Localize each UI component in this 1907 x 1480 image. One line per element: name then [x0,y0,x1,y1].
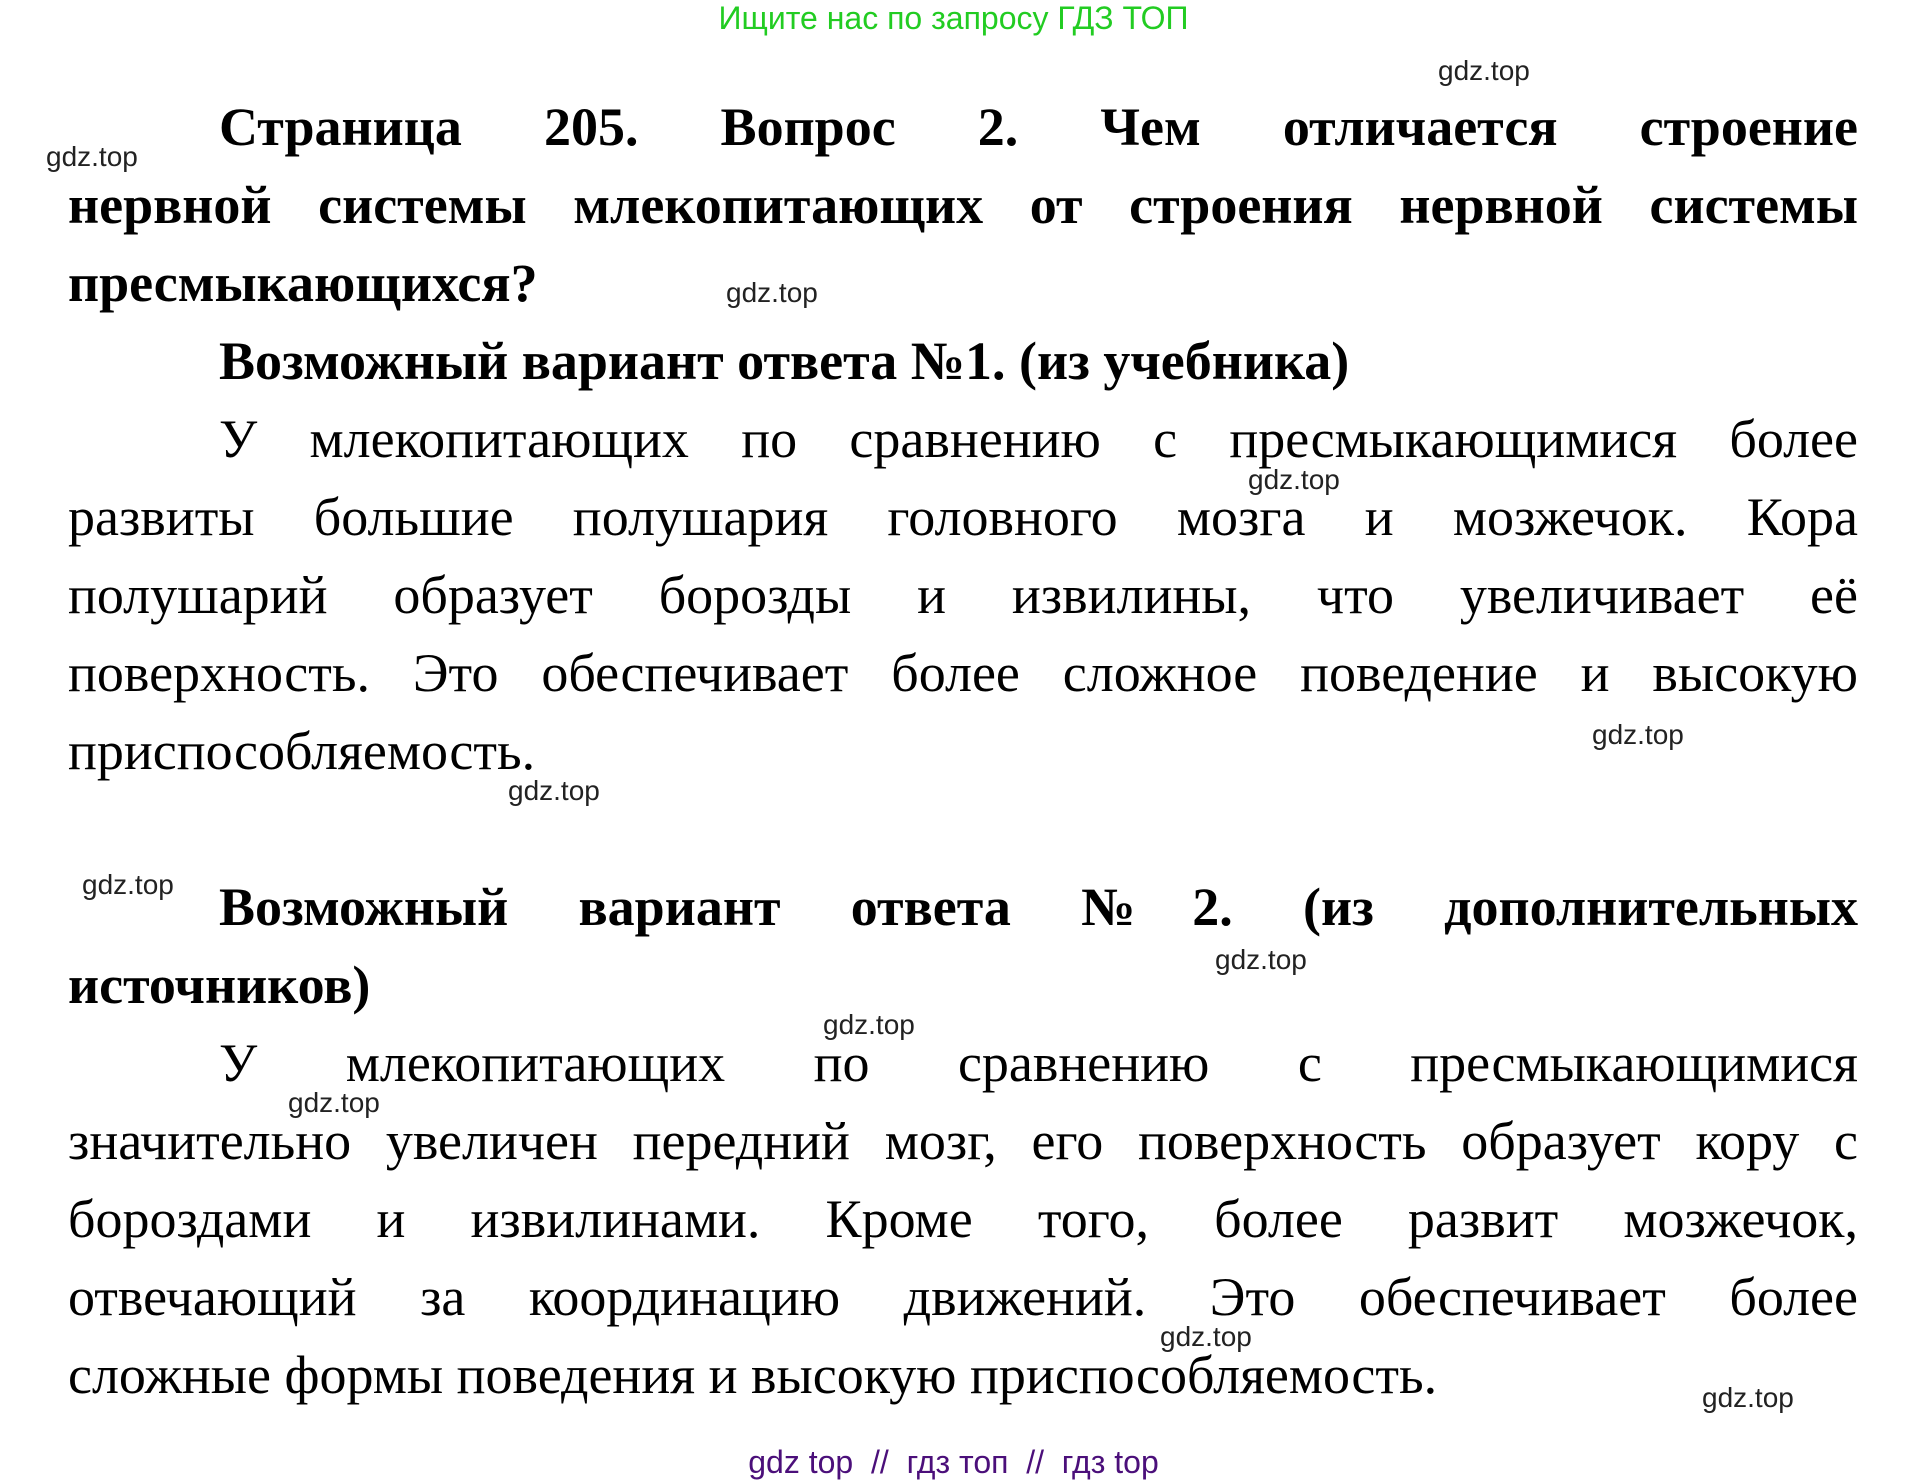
answer1-line: У млекопитающих по сравнению с пресмыкающимися более [219,409,1858,469]
answer2-line: значительно увеличен передний мозг, его поверхность образует кору с [68,1111,1858,1171]
watermark: gdz.top [1160,1321,1252,1352]
answer2-line: отвечающий за координацию движений. Это обеспечивает более [68,1267,1858,1327]
watermark: gdz.top [823,1009,915,1040]
answer1-line: приспособляемость. [68,721,536,781]
answer1-line: полушарий образует борозды и извилины, что увеличивает её [68,565,1858,625]
watermark: gdz.top [1248,464,1340,495]
answer2-heading: Возможный вариант ответа №2. (из дополнительных [219,877,1858,937]
answer1-line: развиты большие полушария головного мозга и мозжечок. Кора [68,487,1858,547]
watermark: gdz.top [1702,1382,1794,1413]
question-line: нервной системы млекопитающих от строения нервной системы [68,175,1858,235]
watermark: gdz.top [508,775,600,806]
watermark: gdz.top [82,869,174,900]
watermark: gdz.top [46,141,138,172]
answer2-heading: источников) [68,955,371,1015]
search-banner: Ищите нас по запросу ГДЗ ТОП [718,0,1189,36]
answer1-line: поверхность. Это обеспечивает более сложное поведение и высокую [68,643,1858,703]
footer-watermark: gdz top // гдз топ // гдз top [748,1444,1159,1480]
watermark: gdz.top [726,277,818,308]
answer2-line: бороздами и извилинами. Кроме того, более развит мозжечок, [68,1189,1858,1249]
answer2-line: У млекопитающих по сравнению с пресмыкающимися [219,1033,1858,1093]
answer2-line: сложные формы поведения и высокую приспособляемость. [68,1345,1438,1405]
watermark: gdz.top [288,1087,380,1118]
answer1-heading: Возможный вариант ответа №1. (из учебника) [219,331,1350,391]
watermark: gdz.top [1215,944,1307,975]
question-line: пресмыкающихся? [68,253,538,313]
watermark: gdz.top [1592,719,1684,750]
watermark: gdz.top [1438,55,1530,86]
question-line: Страница 205. Вопрос 2. Чем отличается строение [219,97,1858,157]
